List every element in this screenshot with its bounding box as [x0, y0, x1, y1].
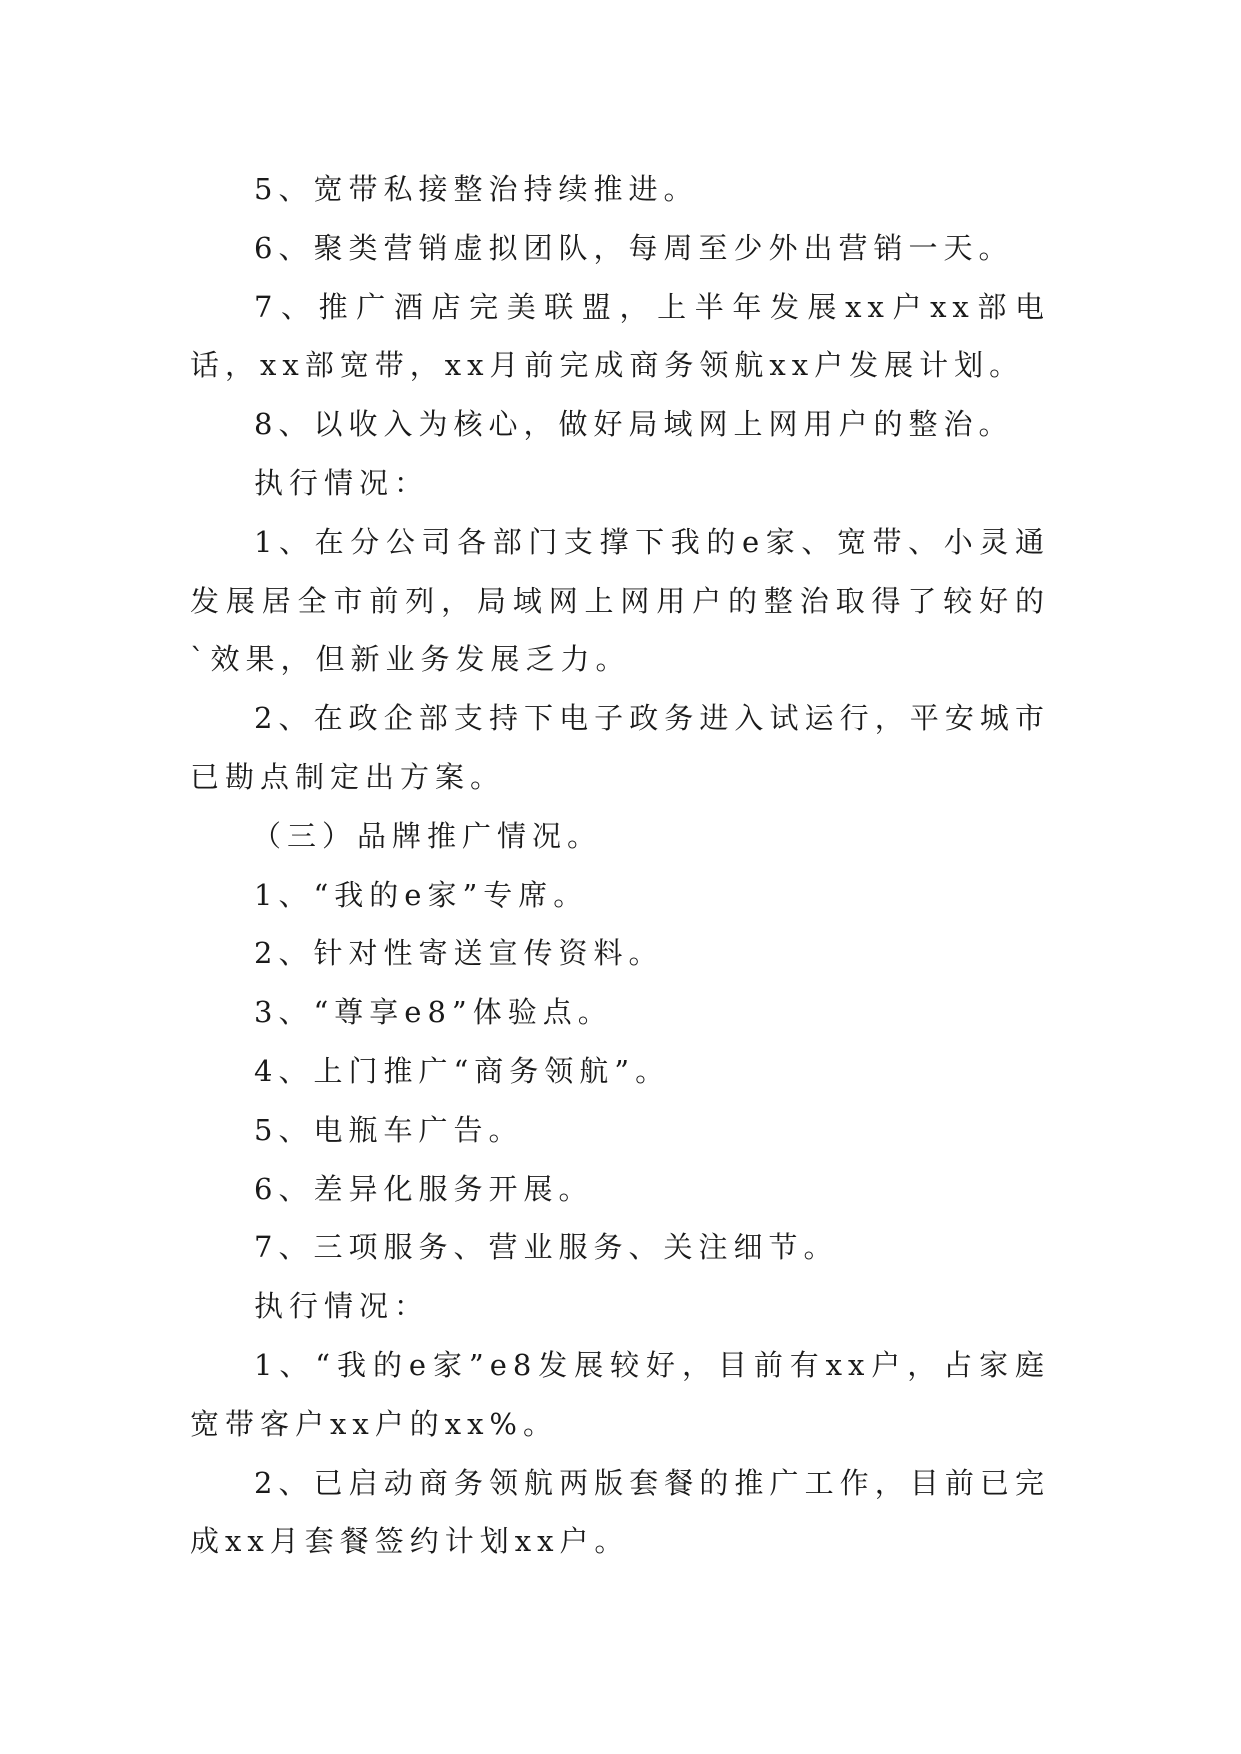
paragraph-4: 8、以收入为核心，做好局域网上网用户的整治。 [254, 407, 1014, 442]
paragraph-1: 5、宽带私接整治持续推进。 [254, 172, 699, 206]
paragraph-13: 5、电瓶车广告。 [254, 1112, 524, 1147]
paragraph-14: 6、差异化服务开展。 [254, 1171, 594, 1206]
paragraph-9: 1、“我的e家”专席。 [254, 877, 589, 912]
paragraph-11: 3、“尊享e8”体验点。 [254, 995, 613, 1030]
execution-heading-2: 执行情况： [254, 1289, 430, 1324]
paragraph-7: 2、在政企部支持下电子政务进入试运行，平安城市已勘点制定出方案。 [190, 701, 1050, 794]
paragraph-12: 4、上门推广“商务领航”。 [254, 1053, 671, 1088]
paragraph-18: 2、已启动商务领航两版套餐的推广工作，目前已完成xx月套餐签约计划xx户。 [190, 1465, 1050, 1559]
paragraph-3: 7、推广酒店完美联盟，上半年发展xx户xx部电话，xx部宽带，xx月前完成商务领航xx户发展计划。 [190, 289, 1050, 383]
paragraph-17: 1、“我的e家”e8发展较好，目前有xx户，占家庭宽带客户xx户的xx%。 [190, 1347, 1050, 1441]
paragraph-6: 1、在分公司各部门支撑下我的e家、宽带、小灵通发展居全市前列，局域网上网用户的整治取得了较好的`效果，但新业务发展乏力。 [190, 524, 1050, 677]
paragraph-15: 7、三项服务、营业服务、关注细节。 [254, 1230, 839, 1265]
paragraph-2: 6、聚类营销虚拟团队，每周至少外出营销一天。 [254, 230, 1014, 265]
document-body [190, 160, 1050, 1571]
section-heading-brand-promotion: （三）品牌推广情况。 [252, 818, 603, 853]
execution-heading-1: 执行情况： [254, 465, 430, 500]
paragraph-10: 2、针对性寄送宣传资料。 [254, 936, 664, 971]
